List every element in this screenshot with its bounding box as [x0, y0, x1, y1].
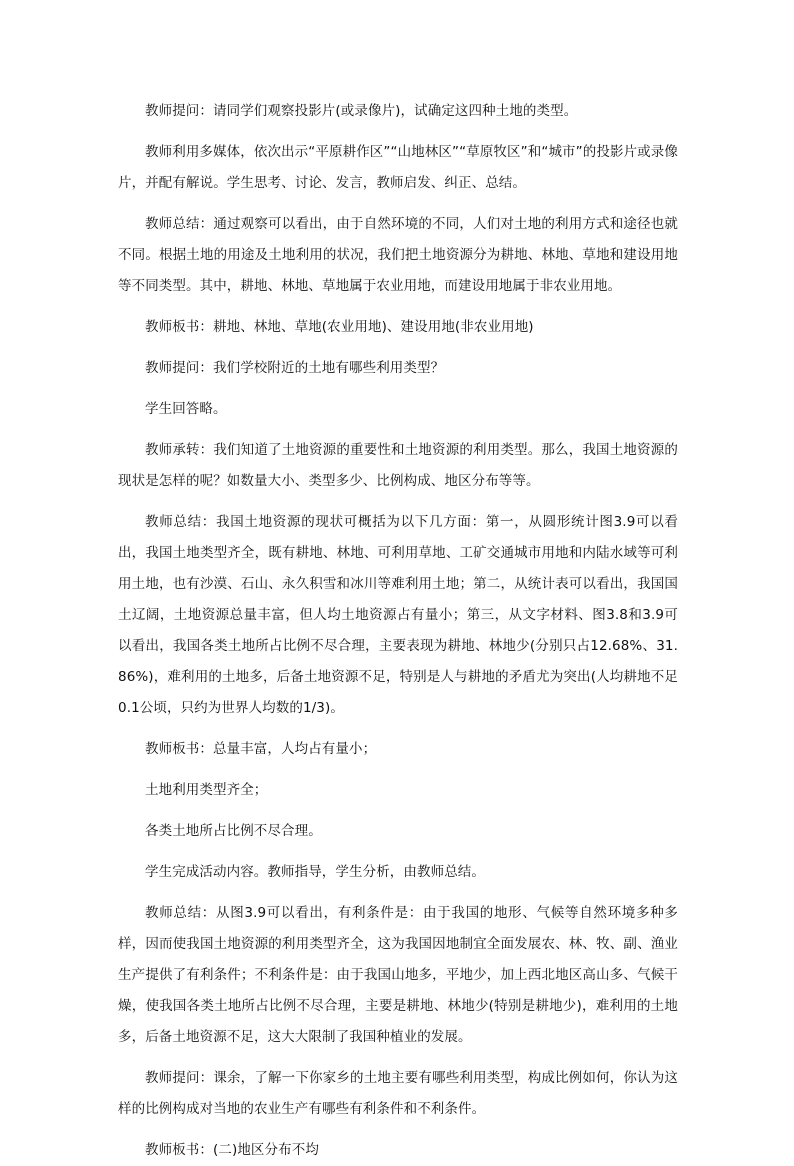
document-body: [118, 96, 678, 1166]
paragraph-teacher-question-1: 教师提问：请同学们观察投影片(或录像片)，试确定这四种土地的类型。: [145, 103, 578, 119]
paragraph-multimedia-display: 教师利用多媒体，依次出示“平原耕作区”“山地林区”“草原牧区”和“城市”的投影片或录像片，并配有解说。学生思考、讨论、发言，教师启发、纠正、总结。: [118, 144, 678, 191]
paragraph-teacher-transition: 教师承转：我们知道了土地资源的重要性和土地资源的利用类型。那么，我国土地资源的现状是怎样的呢？如数量大小、类型多少、比例构成、地区分布等等。: [118, 442, 678, 489]
paragraph-student-activity: 学生完成活动内容。教师指导，学生分析，由教师总结。: [145, 864, 485, 880]
paragraph-teacher-summary-1: 教师总结：通过观察可以看出，由于自然环境的不同，人们对土地的利用方式和途径也就不同。根据土地的用途及土地利用的状况，我们把土地资源分为耕地、林地、草地和建设用地等不同类型。其中，耕地、林地、草地属于农业用地，而建设用地属于非农业用地。: [118, 216, 678, 294]
paragraph-board-writing-1: 教师板书：耕地、林地、草地(农业用地)、建设用地(非农业用地): [145, 319, 534, 335]
paragraph-board-line-types: 土地利用类型齐全；: [145, 782, 268, 798]
paragraph-student-answer: 学生回答略。: [145, 401, 227, 417]
paragraph-board-line-ratio: 各类土地所占比例不尽合理。: [145, 823, 322, 839]
paragraph-teacher-question-3: 教师提问：课余，了解一下你家乡的土地主要有哪些利用类型，构成比例如何，你认为这样的比例构成对当地的农业生产有哪些有利条件和不利条件。: [118, 1070, 678, 1117]
paragraph-teacher-summary-2: 教师总结：我国土地资源的现状可概括为以下几方面：第一，从圆形统计图3.9可以看出，我国土地类型齐全，既有耕地、林地、可利用草地、工矿交通城市用地和内陆水域等可利用土地，也有沙漠、石山、永久积雪和冰川等难利用土地；第二，从统计表可以看出，我国国土辽阔，土地资源总量丰富，但人均土地资源占有量小；第三，从文字材料、图3.8和3.9可以看出，我国各类土地所占比例不尽合理，主要表现为耕地、林地少(分别只占12.68%、31.86%)，难利用的土地多，后备土地资源不足，特别是人与耕地的矛盾尤为突出(人均耕地不足0.1公顷，只约为世界人均数的1/3)。: [118, 514, 678, 716]
paragraph-board-writing-2: 教师板书：总量丰富，人均占有量小；: [145, 741, 377, 757]
paragraph-board-writing-3: 教师板书：(二)地区分布不均: [145, 1142, 319, 1158]
paragraph-teacher-question-2: 教师提问：我们学校附近的土地有哪些利用类型？: [145, 360, 445, 376]
paragraph-teacher-summary-3: 教师总结：从图3.9可以看出，有利条件是：由于我国的地形、气候等自然环境多种多样，因而使我国土地资源的利用类型齐全，这为我国因地制宜全面发展农、林、牧、副、渔业生产提供了有利条件；不利条件是：由于我国山地多，平地少，加上西北地区高山多、气候干燥，使我国各类土地所占比例不尽合理，主要是耕地、林地少(特别是耕地少)，难利用的土地多，后备土地资源不足，这大大限制了我国种植业的发展。: [118, 905, 678, 1045]
